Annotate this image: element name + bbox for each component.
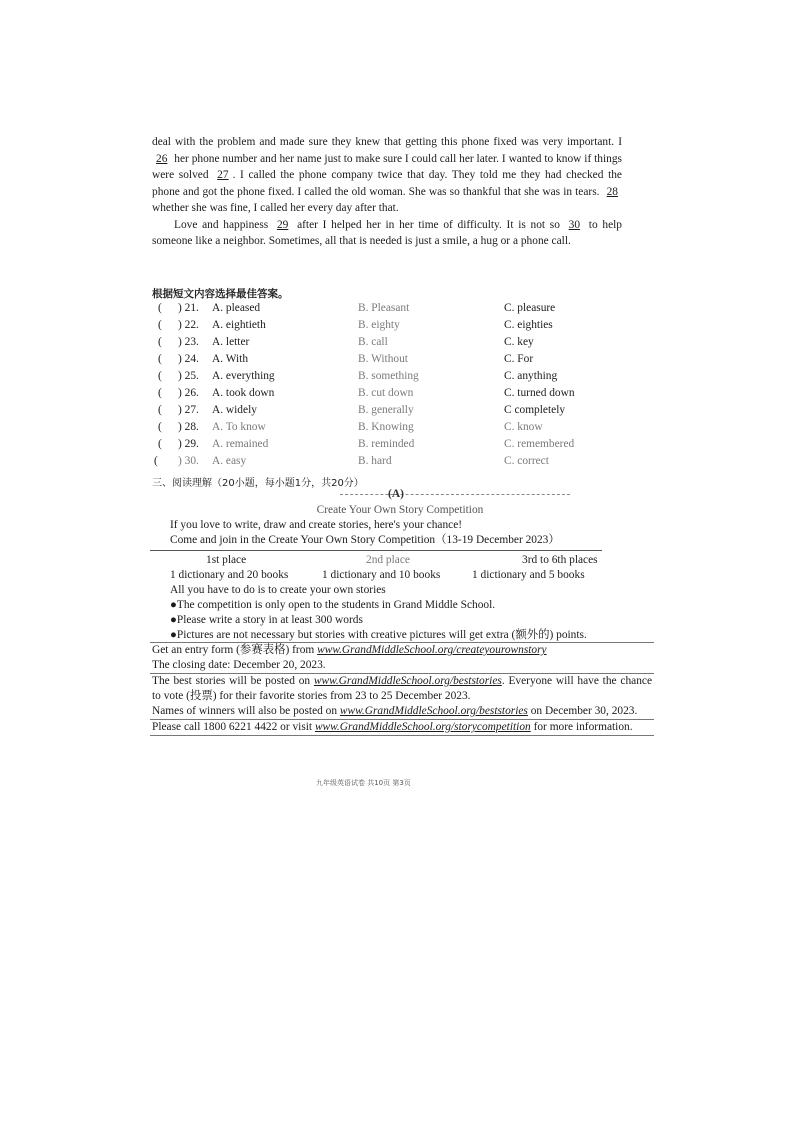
question-number: ) 23. bbox=[178, 336, 199, 348]
prize-header: 3rd to 6th places bbox=[522, 554, 598, 566]
question-number: ) 21. bbox=[178, 302, 199, 314]
option-a[interactable]: A. took down bbox=[212, 387, 275, 399]
rule-item: ●Please write a story in at least 300 words bbox=[170, 614, 363, 626]
question-row: ( ) 29. A. remained B. reminded C. remembered bbox=[158, 438, 575, 450]
best-stories-link[interactable]: www.GrandMiddleSchool.org/beststories bbox=[313, 675, 502, 687]
question-number: ) 24. bbox=[178, 353, 199, 365]
question-list bbox=[152, 302, 622, 472]
option-a[interactable]: A. pleased bbox=[212, 302, 261, 314]
passage-label: (A) bbox=[388, 488, 404, 500]
option-b[interactable]: B. something bbox=[358, 370, 419, 382]
option-a[interactable]: A. remained bbox=[212, 438, 269, 450]
section-heading: 三、阅读理解（20小题，每小题1分，共20分） bbox=[152, 478, 364, 489]
option-b[interactable]: B. cut down bbox=[358, 387, 414, 399]
poster-line: Come and join in the Create Your Own Story Competition（13-19 December 2023） bbox=[170, 534, 560, 546]
divider bbox=[150, 550, 602, 551]
poster-line: If you love to write, draw and create stories, here's your chance! bbox=[170, 519, 463, 531]
option-a[interactable]: A. letter bbox=[212, 336, 250, 348]
prize-headers bbox=[146, 553, 654, 568]
question-number: ) 27. bbox=[178, 404, 199, 416]
question-row: ( ) 25. A. everything B. something C. anything bbox=[158, 370, 558, 382]
prize-value: 1 dictionary and 10 books bbox=[322, 569, 441, 581]
passage-text: deal with the problem and made sure they knew that getting this phone fixed was very important. I bbox=[152, 136, 622, 148]
poster-title: Create Your Own Story Competition bbox=[316, 504, 484, 516]
entry-form-link[interactable]: www.GrandMiddleSchool.org/createyourownstory bbox=[317, 644, 547, 656]
question-row: ( ) 21. A. pleased B. Pleasant C. pleasure bbox=[158, 302, 556, 314]
passage-paragraph-1 bbox=[152, 134, 622, 217]
entry-form-block: Get an entry form (参赛表格) from www.GrandMiddleSchool.org/createyourownstory The closing date: December 20, 2023. bbox=[150, 642, 654, 673]
prize-value: 1 dictionary and 20 books bbox=[170, 569, 289, 581]
option-c[interactable]: C. For bbox=[504, 353, 534, 365]
question-row: ( ) 28. A. To know B. Knowing C. know bbox=[158, 421, 543, 433]
option-a[interactable]: A. easy bbox=[212, 455, 247, 467]
passage-text: Love and happiness bbox=[174, 218, 269, 231]
option-c[interactable]: C. turned down bbox=[504, 387, 575, 399]
question-row: ( ) 27. A. widely B. generally C completely bbox=[158, 404, 566, 416]
competition-info bbox=[150, 642, 654, 736]
contact-block: Please call 1800 6221 4422 or visit www.GrandMiddleSchool.org/storycompetition for more information. bbox=[150, 719, 654, 736]
option-c[interactable]: C. eighties bbox=[504, 319, 553, 331]
competition-link[interactable]: www.GrandMiddleSchool.org/storycompetition bbox=[314, 721, 531, 733]
question-number: ) 22. bbox=[178, 319, 199, 331]
option-a[interactable]: A. everything bbox=[212, 370, 275, 382]
question-row: ( ) 30. A. easy B. hard C. correct bbox=[154, 455, 549, 467]
option-b[interactable]: B. call bbox=[358, 336, 388, 348]
question-number: ) 30. bbox=[178, 455, 199, 467]
option-a[interactable]: A. widely bbox=[212, 404, 257, 416]
option-b[interactable]: B. Knowing bbox=[358, 421, 414, 433]
passage-text: after I helped her in her time of difficulty. It is not so bbox=[297, 218, 560, 231]
cloze-passage bbox=[152, 134, 622, 250]
winners-link[interactable]: www.GrandMiddleSchool.org/beststories bbox=[339, 705, 528, 717]
passage-text: her phone number and her name just to make sure I could call her later. I wanted to know if things were solved bbox=[152, 152, 622, 181]
prize-header: 2nd place bbox=[366, 554, 410, 566]
rule-item: ●Pictures are not necessary but stories with creative pictures will get extra (额外的) points. bbox=[170, 629, 587, 641]
passage-text: . I called the phone company twice that day. They told me they had checked the phone and got the phone fixed. I called the old woman. She was so thankful that she was in tears. bbox=[152, 169, 622, 198]
option-b[interactable]: B. reminded bbox=[358, 438, 415, 450]
blank-27: 27 bbox=[217, 169, 229, 181]
poster-line: All you have to do is to create your own stories bbox=[170, 584, 386, 596]
option-a[interactable]: A. To know bbox=[212, 421, 266, 433]
question-number: ) 25. bbox=[178, 370, 199, 382]
prize-header: 1st place bbox=[206, 554, 247, 566]
question-number: ) 26. bbox=[178, 387, 199, 399]
best-stories-block: The best stories will be posted on www.GrandMiddleSchool.org/beststories. Everyone will have the chance to vote (投票) for their favorite stories from 23 to 25 December 2023. Names of winners will also be posted on www.GrandMiddleSchool.org/beststories on December 30, 2023. bbox=[152, 675, 652, 717]
question-row: ( ) 26. A. took down B. cut down C. turned down bbox=[158, 387, 575, 399]
option-c[interactable]: C completely bbox=[504, 404, 566, 416]
option-a[interactable]: A. eightieth bbox=[212, 319, 266, 331]
option-c[interactable]: C. pleasure bbox=[504, 302, 556, 314]
option-a[interactable]: A. With bbox=[212, 353, 249, 365]
passage-text: to help someone like a neighbor. Sometimes, all that is needed is just a smile, a hug or a phone call. bbox=[152, 218, 622, 247]
page-footer: 九年级英语试卷 共10页 第3页 bbox=[316, 779, 411, 787]
prize-value: 1 dictionary and 5 books bbox=[472, 569, 585, 581]
competition-poster bbox=[146, 502, 654, 643]
question-row: ( ) 23. A. letter B. call C. key bbox=[158, 336, 534, 348]
blank-29: 29 bbox=[276, 218, 289, 231]
option-c[interactable]: C. remembered bbox=[504, 438, 575, 450]
divider bbox=[340, 494, 570, 495]
question-row: ( ) 22. A. eightieth B. eighty C. eighties bbox=[158, 319, 553, 331]
instruction-text: 根据短文内容选择最佳答案。 bbox=[152, 288, 289, 300]
option-b[interactable]: B. generally bbox=[358, 404, 414, 416]
rule-item: ●The competition is only open to the students in Grand Middle School. bbox=[170, 599, 496, 611]
option-c[interactable]: C. anything bbox=[504, 370, 558, 382]
blank-26: 26 bbox=[156, 152, 168, 165]
question-number: ) 28. bbox=[178, 421, 199, 433]
option-b[interactable]: B. Pleasant bbox=[358, 302, 410, 314]
closing-date: The closing date: December 20, 2023. bbox=[152, 659, 326, 671]
option-c[interactable]: C. key bbox=[504, 336, 534, 348]
option-b[interactable]: B. hard bbox=[358, 455, 392, 467]
passage-paragraph-2 bbox=[152, 217, 622, 250]
option-b[interactable]: B. Without bbox=[358, 353, 408, 365]
blank-30: 30 bbox=[568, 218, 581, 231]
option-b[interactable]: B. eighty bbox=[358, 319, 400, 331]
question-number: ) 29. bbox=[178, 438, 199, 450]
question-row: ( ) 24. A. With B. Without C. For bbox=[158, 353, 534, 365]
prize-values bbox=[146, 568, 654, 583]
blank-28: 28 bbox=[606, 185, 618, 198]
option-c[interactable]: C. know bbox=[504, 421, 543, 433]
passage-text: whether she was fine, I called her every day after that. bbox=[152, 202, 399, 214]
option-c[interactable]: C. correct bbox=[504, 455, 549, 467]
